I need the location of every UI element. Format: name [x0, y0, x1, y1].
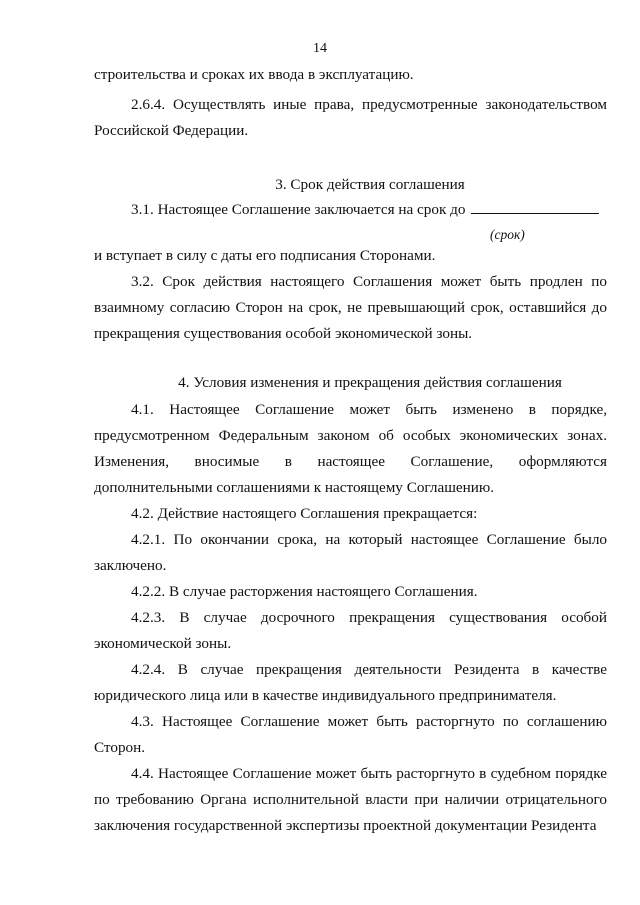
- page-number: 14: [313, 41, 327, 56]
- paragraph-4-3: 4.3. Настоящее Соглашение может быть расторгнуто по соглашению Сторон.: [94, 713, 607, 756]
- paragraph-3-1-cont: и вступает в силу с даты его подписания Сторонами.: [94, 247, 436, 264]
- paragraph-4-2-1: 4.2.1. По окончании срока, на который настоящее Соглашение было заключено.: [94, 531, 607, 574]
- section-heading-3: 3. Срок действия соглашения: [275, 176, 465, 193]
- paragraph-4-2-2: 4.2.2. В случае расторжения настоящего Соглашения.: [131, 583, 478, 600]
- paragraph-4-1: 4.1. Настоящее Соглашение может быть изменено в порядке, предусмотренном Федеральным законом об особых экономических зонах. Изменения, вносимые в настоящее Соглашение, оформляются дополнительными соглашениями к настоящему Соглашению.: [94, 401, 607, 496]
- term-hint: (срок): [490, 227, 525, 242]
- paragraph-4-2: 4.2. Действие настоящего Соглашения прекращается:: [131, 505, 478, 522]
- paragraph-4-2-3: 4.2.3. В случае досрочного прекращения существования особой экономической зоны.: [94, 609, 607, 652]
- paragraph-3-1-text: 3.1. Настоящее Соглашение заключается на срок до: [131, 201, 466, 218]
- paragraph-2-6-4: 2.6.4. Осуществлять иные права, предусмотренные законодательством Российской Федерации.: [94, 96, 607, 139]
- paragraph-3-2: 3.2. Срок действия настоящего Соглашения может быть продлен по взаимному согласию Сторон на срок, не превышающий срок, оставшийся до прекращения существования особой экономической зоны.: [94, 273, 607, 342]
- paragraph-3-1: [94, 197, 607, 223]
- paragraph-4-2-4: 4.2.4. В случае прекращения деятельности Резидента в качестве юридического лица или в качестве индивидуального предпринимателя.: [94, 661, 607, 704]
- term-blank-line: [471, 199, 599, 214]
- section-heading-4: 4. Условия изменения и прекращения действия соглашения: [178, 374, 562, 391]
- paragraph-continuation: строительства и сроках их ввода в эксплуатацию.: [94, 66, 414, 83]
- paragraph-4-4: 4.4. Настоящее Соглашение может быть расторгнуто в судебном порядке по требованию Органа исполнительной власти при наличии отрицательного заключения государственной экспертизы проектной документации Резидента: [94, 765, 607, 834]
